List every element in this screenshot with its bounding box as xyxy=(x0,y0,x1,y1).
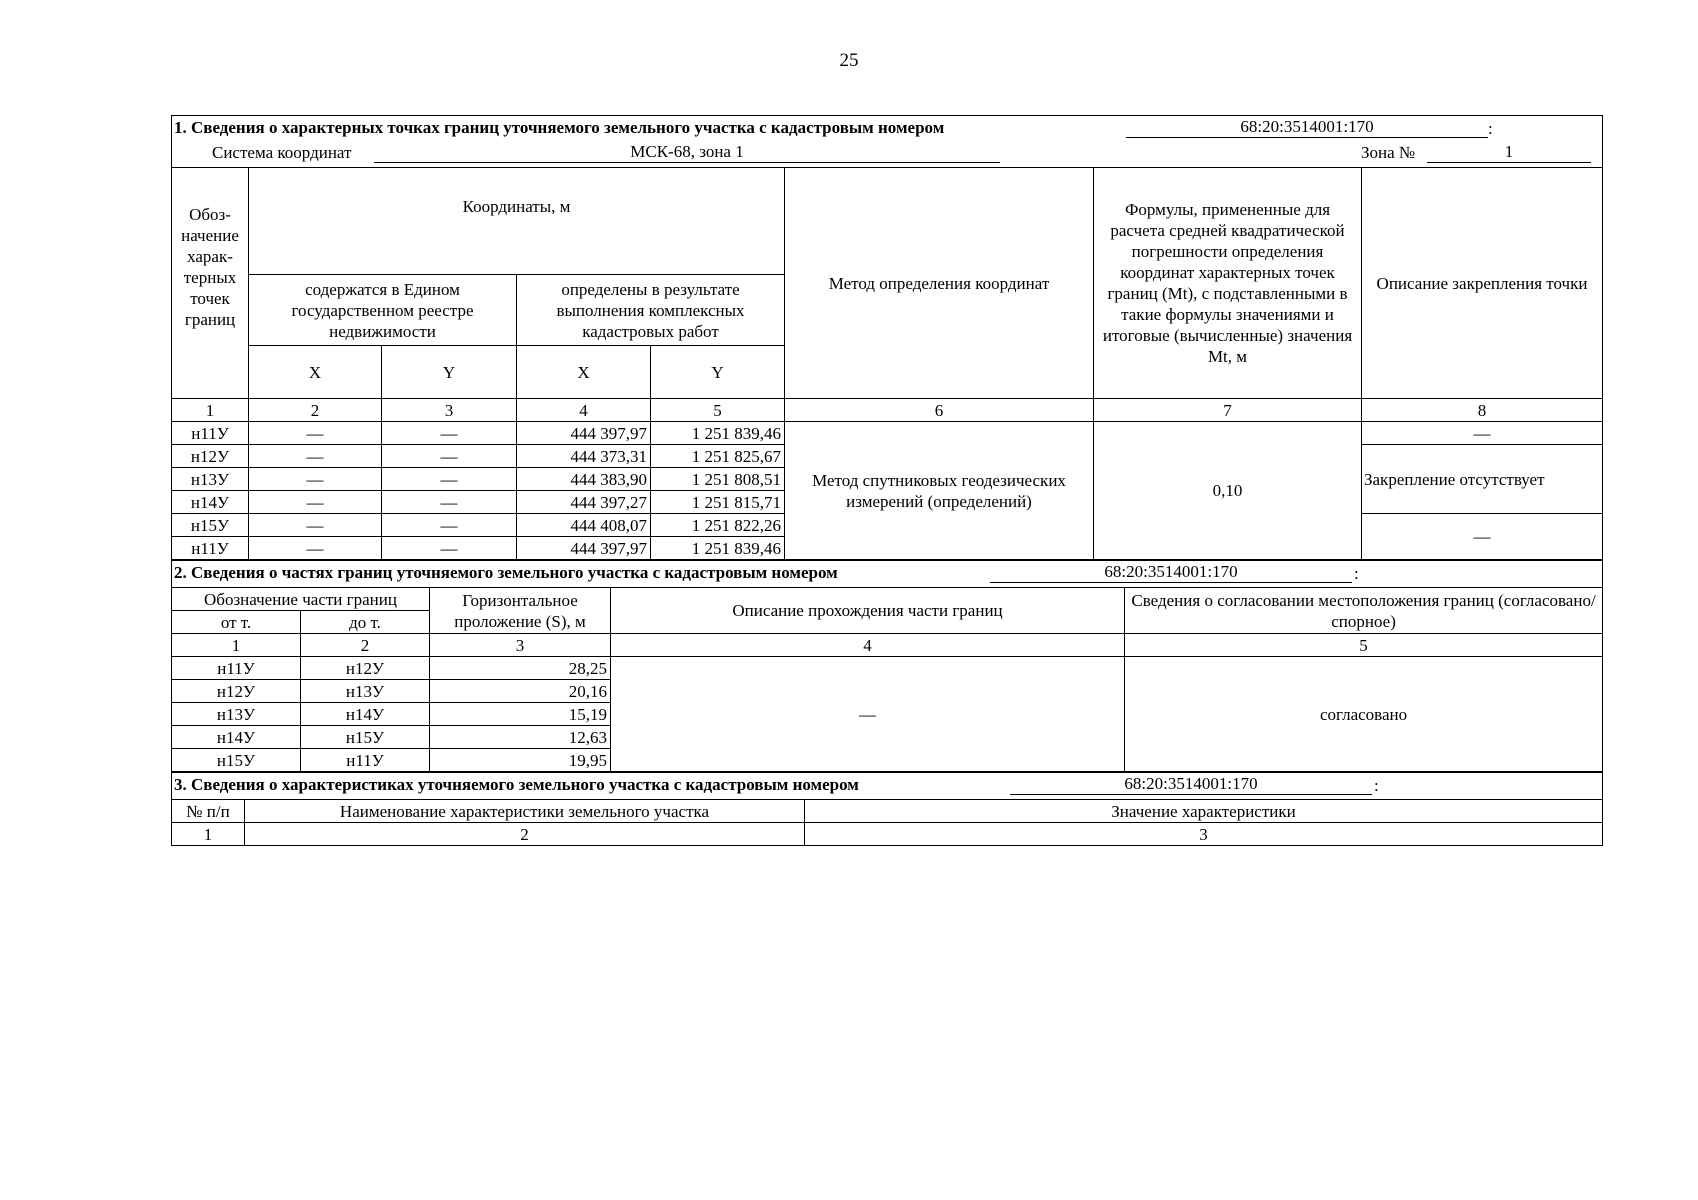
y-value: 1 251 839,46 xyxy=(651,537,785,560)
x-egrn: — xyxy=(249,491,382,514)
to-point: н13У xyxy=(301,680,430,703)
x-egrn: — xyxy=(249,537,382,560)
mt-value: 0,10 xyxy=(1094,422,1362,560)
y-value: 1 251 815,71 xyxy=(651,491,785,514)
point-id: н15У xyxy=(172,514,249,537)
point-id: н11У xyxy=(172,537,249,560)
y-egrn: — xyxy=(382,468,517,491)
header-y-egrn: Y xyxy=(382,346,517,399)
to-point: н14У xyxy=(301,703,430,726)
table-row xyxy=(172,657,1603,680)
x-value: 444 373,31 xyxy=(517,445,651,468)
col-number: 6 xyxy=(785,399,1094,422)
y-egrn: — xyxy=(382,514,517,537)
x-value: 444 397,27 xyxy=(517,491,651,514)
section1-colon: : xyxy=(1488,119,1493,138)
y-egrn: — xyxy=(382,422,517,445)
header-from: от т. xyxy=(172,611,301,634)
description-value: — xyxy=(611,657,1125,772)
from-point: н14У xyxy=(172,726,301,749)
distance-value: 28,25 xyxy=(430,657,611,680)
x-value: 444 383,90 xyxy=(517,468,651,491)
section3-cadastral-number: 68:20:3514001:170 xyxy=(1010,774,1372,795)
header-horizontal: Горизонтальное проложение (S), м xyxy=(430,588,611,634)
header-description: Описание прохождения части границ xyxy=(611,588,1125,634)
coord-system-label: Система координат xyxy=(212,143,352,162)
from-point: н13У xyxy=(172,703,301,726)
x-egrn: — xyxy=(249,468,382,491)
col-number: 1 xyxy=(172,823,245,846)
y-egrn: — xyxy=(382,445,517,468)
from-point: н12У xyxy=(172,680,301,703)
fixation-first: — xyxy=(1362,422,1603,445)
y-egrn: — xyxy=(382,491,517,514)
section2-table xyxy=(171,560,1603,772)
to-point: н15У xyxy=(301,726,430,749)
col-number: 7 xyxy=(1094,399,1362,422)
section1-table xyxy=(171,115,1603,560)
col-number: 2 xyxy=(245,823,805,846)
section1-column-numbers xyxy=(172,399,1603,422)
zone-value: 1 xyxy=(1427,142,1591,163)
section3-column-numbers xyxy=(172,823,1603,846)
distance-value: 19,95 xyxy=(430,749,611,772)
x-egrn: — xyxy=(249,422,382,445)
col-number: 3 xyxy=(382,399,517,422)
col-number: 3 xyxy=(430,634,611,657)
section2-column-numbers xyxy=(172,634,1603,657)
y-value: 1 251 808,51 xyxy=(651,468,785,491)
point-id: н13У xyxy=(172,468,249,491)
x-value: 444 397,97 xyxy=(517,537,651,560)
cadastral-document xyxy=(171,115,1602,846)
y-value: 1 251 822,26 xyxy=(651,514,785,537)
table-row xyxy=(172,422,1603,445)
distance-value: 15,19 xyxy=(430,703,611,726)
point-id: н12У xyxy=(172,445,249,468)
x-egrn: — xyxy=(249,514,382,537)
col-number: 5 xyxy=(1125,634,1603,657)
header-formulas: Формулы, примененные для расчета средней квадратической погрешности определения координат характерных точек границ (Mt), с подставленными в такие формулы значениями и итоговые (вычисленные) значения Mt, м xyxy=(1094,168,1362,399)
agreement-value: согласовано xyxy=(1125,657,1603,772)
section3-title: 3. Сведения о характеристиках уточняемого земельного участка с кадастровым номером xyxy=(174,775,859,794)
section3-table xyxy=(171,772,1603,846)
header-agreement: Сведения о согласовании местоположения границ (согласовано/спорное) xyxy=(1125,588,1603,634)
col-number: 2 xyxy=(249,399,382,422)
point-id: н11У xyxy=(172,422,249,445)
x-value: 444 408,07 xyxy=(517,514,651,537)
zone-label: Зона № xyxy=(1361,143,1416,162)
to-point: н12У xyxy=(301,657,430,680)
header-x-determined: X xyxy=(517,346,651,399)
section1-title-row xyxy=(172,116,1603,140)
header-determined: определены в результате выполнения комплексных кадастровых работ xyxy=(517,275,785,346)
col-number: 4 xyxy=(611,634,1125,657)
section2-title: 2. Сведения о частях границ уточняемого земельного участка с кадастровым номером xyxy=(174,563,838,582)
section1-title: 1. Сведения о характерных точках границ уточняемого земельного участка с кадастровым номером xyxy=(174,118,945,137)
distance-value: 12,63 xyxy=(430,726,611,749)
x-value: 444 397,97 xyxy=(517,422,651,445)
y-egrn: — xyxy=(382,537,517,560)
header-part-designation: Обозначение части границ xyxy=(172,588,430,611)
header-method: Метод определения координат xyxy=(785,168,1094,399)
header-fixation: Описание закрепления точки xyxy=(1362,168,1603,399)
section3-colon: : xyxy=(1374,776,1379,795)
header-egrn: содержатся в Едином государственном реестре недвижимости xyxy=(249,275,517,346)
col-number: 8 xyxy=(1362,399,1603,422)
method-value: Метод спутниковых геодезических измерений (определений) xyxy=(785,422,1094,560)
header-to: до т. xyxy=(301,611,430,634)
section2-cadastral-number: 68:20:3514001:170 xyxy=(990,562,1352,583)
distance-value: 20,16 xyxy=(430,680,611,703)
coord-system-value: МСК-68, зона 1 xyxy=(374,142,1000,163)
header-name: Наименование характеристики земельного участка xyxy=(245,800,805,823)
col-number: 2 xyxy=(301,634,430,657)
x-egrn: — xyxy=(249,445,382,468)
section1-cadastral-number: 68:20:3514001:170 xyxy=(1126,117,1488,138)
col-number: 1 xyxy=(172,399,249,422)
section2-title-row xyxy=(172,561,1603,588)
section2-colon: : xyxy=(1354,564,1359,583)
header-y-determined: Y xyxy=(651,346,785,399)
fixation-middle: Закрепление отсутствует xyxy=(1362,445,1603,514)
header-num: № п/п xyxy=(172,800,245,823)
point-id: н14У xyxy=(172,491,249,514)
from-point: н15У xyxy=(172,749,301,772)
to-point: н11У xyxy=(301,749,430,772)
section3-title-row xyxy=(172,773,1603,800)
y-value: 1 251 839,46 xyxy=(651,422,785,445)
col-number: 3 xyxy=(805,823,1603,846)
header-designation: Обоз-начение харак-терных точек границ xyxy=(172,168,249,399)
col-number: 1 xyxy=(172,634,301,657)
header-value: Значение характеристики xyxy=(805,800,1603,823)
page-number: 25 xyxy=(839,50,859,71)
col-number: 4 xyxy=(517,399,651,422)
y-value: 1 251 825,67 xyxy=(651,445,785,468)
header-coordinates: Координаты, м xyxy=(249,168,785,275)
coordinate-system-row xyxy=(172,139,1603,168)
header-x-egrn: X xyxy=(249,346,382,399)
fixation-last: — xyxy=(1362,514,1603,560)
from-point: н11У xyxy=(172,657,301,680)
col-number: 5 xyxy=(651,399,785,422)
